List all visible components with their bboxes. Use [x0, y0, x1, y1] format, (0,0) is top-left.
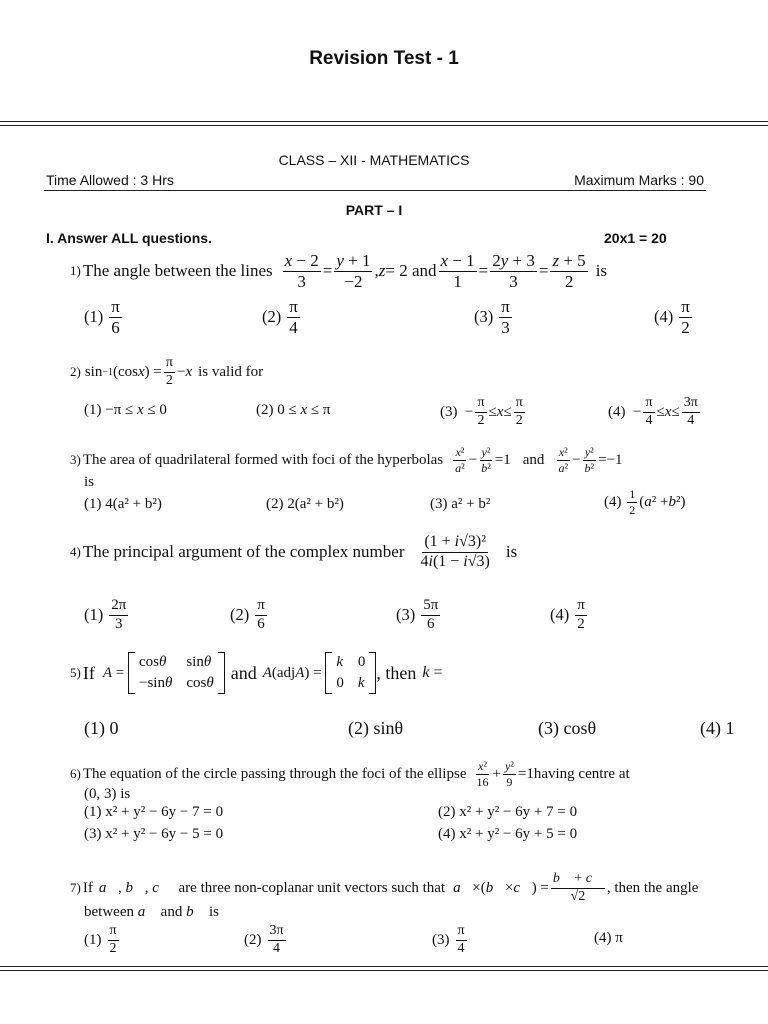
option-2-3[interactable]: (3) − π 2 ≤ x ≤ π 2	[440, 395, 523, 428]
question-number: 2)	[70, 364, 81, 380]
part-heading: PART – I	[345, 202, 403, 218]
option-7-2[interactable]: (2) 3π 4	[244, 923, 284, 956]
option-4-4[interactable]: (4) π 2	[550, 597, 585, 632]
question-6: 6) The equation of the circle passing through the foci of the ellipse x² 16 + y² 9 =1 having centre at	[70, 759, 630, 789]
math-expression: x² 16 + y² 9 =1	[476, 759, 534, 789]
class-subject: CLASS – XII - MATHEMATICS	[278, 152, 470, 168]
option-4-1[interactable]: (1) 2π 3	[84, 597, 127, 632]
question-text: The area of quadrilateral formed with foci of the hyperbolas	[82, 451, 444, 468]
question-number: 5)	[70, 665, 81, 680]
option-4-2[interactable]: (2) π 6	[230, 597, 265, 632]
question-3: 3) The area of quadrilateral formed with foci of the hyperbolas x² a² − y² b² =1 and x² a² − y² b² =−1	[70, 445, 623, 475]
question-number: 1)	[70, 263, 81, 279]
option-6-2[interactable]: (2) x² + y² − 6y + 7 = 0	[438, 804, 578, 820]
option-6-4[interactable]: (4) x² + y² − 6y + 5 = 0	[438, 826, 578, 842]
option-7-4[interactable]: (4) π	[594, 930, 623, 946]
option-3-3[interactable]: (3) a² + b²	[430, 496, 491, 512]
question-text: The principal argument of the complex number	[82, 542, 405, 562]
option-2-1[interactable]: (1) −π ≤ x ≤ 0	[84, 402, 167, 418]
option-4-3[interactable]: (3) 5π 6	[396, 597, 439, 632]
question-text: is valid for	[198, 363, 264, 380]
footer-rule-bottom	[0, 970, 768, 971]
header-rule-bottom	[0, 125, 768, 126]
info-rule	[44, 190, 706, 191]
question-number: 4)	[70, 544, 81, 560]
math-expression: $\frac{\text{(1 + i√3)²}}{4i(1 - i√3)}$	[420, 533, 490, 570]
math-expression: x² a² − y² b² =1	[455, 445, 511, 475]
question-4: 4) The principal argument of the complex number $\frac{\text{(1 + i√3)²}}{4i(1 - i√3)}$ is	[70, 533, 518, 570]
footer-rule-top	[0, 966, 768, 967]
option-3-4[interactable]: (4) 1 2 ( a ² + b ²)	[604, 487, 686, 517]
option-1-1[interactable]: (1) π 6	[84, 297, 120, 337]
question-text: The equation of the circle passing through the foci of the ellipse	[82, 765, 467, 782]
option-5-1[interactable]: (1) 0	[84, 718, 119, 738]
option-1-2[interactable]: (2) π 4	[262, 297, 298, 337]
question-number: 3)	[70, 452, 81, 468]
question-number: 6)	[70, 766, 81, 782]
matrix-a: A = cosθ sinθ −sinθ cosθ	[103, 652, 225, 694]
header-rule-top	[0, 121, 768, 122]
option-2-2[interactable]: (2) 0 ≤ x ≤ π	[256, 402, 331, 418]
option-5-2[interactable]: (2) sinθ	[348, 718, 404, 738]
question-2	[70, 356, 263, 388]
matrix-adj: A (adj A ) = k 0 0 k	[263, 652, 377, 694]
question-number: 7)	[70, 880, 81, 896]
option-1-3[interactable]: (3) π 3	[474, 297, 510, 337]
vector-set: a⃗, b⃗, c⃗	[98, 879, 171, 896]
marks-scheme: 20x1 = 20	[604, 230, 667, 246]
option-3-2[interactable]: (2) 2(a² + b²)	[266, 496, 344, 512]
question-5: 5) If A = cosθ sinθ −sinθ cosθ and A (adj A ) = k 0 0 k , then k =	[70, 652, 442, 694]
section-instruction: I. Answer ALL questions.	[46, 230, 212, 246]
option-7-3[interactable]: (3) π 4	[432, 923, 465, 956]
option-6-3[interactable]: (3) x² + y² − 6y − 5 = 0	[84, 826, 224, 842]
option-5-3[interactable]: (3) cosθ	[538, 718, 597, 738]
math-expression: sin −1 (cos x ) = π 2 − x	[84, 355, 193, 388]
option-7-1[interactable]: (1) π 2	[84, 923, 117, 956]
question-6-continuation: (0, 3) is	[84, 786, 131, 802]
question-text: If	[82, 662, 95, 683]
option-1-4[interactable]: (4) π 2	[654, 297, 690, 337]
option-5-4[interactable]: (4) 1	[700, 718, 735, 738]
page-title: Revision Test - 1	[309, 48, 459, 69]
math-expression: x − 2 3 = y + 1 −2 , z = 2 and x − 1 1 = 2y + 3 3 = z + 5 2	[284, 251, 586, 291]
option-2-4[interactable]: (4) − π 4 ≤ x ≤ 3π 4	[608, 395, 698, 428]
question-7-continuation: between a⃗ and b⃗ is	[84, 904, 220, 920]
question-text: The angle between the lines	[82, 261, 273, 281]
option-3-1[interactable]: (1) 4(a² + b²)	[84, 496, 162, 512]
question-text: If	[82, 879, 93, 896]
time-allowed: Time Allowed : 3 Hrs	[46, 172, 174, 188]
question-7: 7) If a⃗, b⃗, c⃗ are three non-coplanar unit vectors such that a⃗ ×( b⃗ × c⃗ ) = b⃗ + c⃗ √2 , then the angle	[70, 871, 699, 904]
option-6-1[interactable]: (1) x² + y² − 6y − 7 = 0	[84, 804, 224, 820]
max-marks: Maximum Marks : 90	[574, 172, 704, 188]
math-expression: a⃗ ×( b⃗ × c⃗ ) = b⃗ + c⃗ √2	[453, 871, 603, 904]
question-3-continuation: is	[84, 474, 95, 490]
math-expression: x² a² − y² b² =−1	[558, 445, 623, 475]
question-1: 1) The angle between the lines x − 2 3 = y + 1 −2 , z = 2 and x − 1 1 = 2y + 3 3 = z + 5 2 is	[70, 251, 608, 291]
